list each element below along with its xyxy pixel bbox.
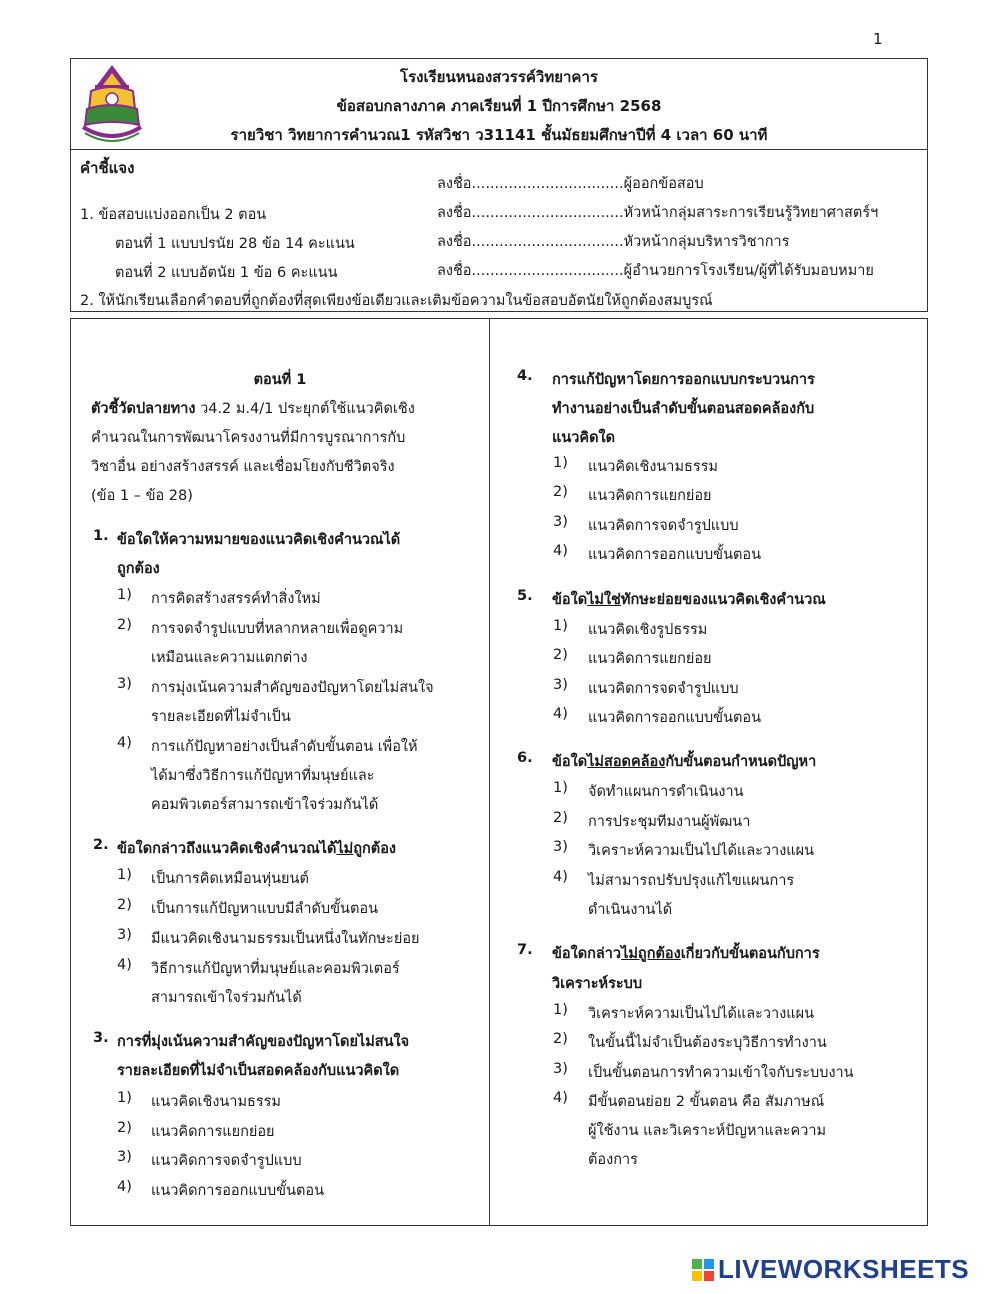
subject-line: รายวิชา วิทยาการคำนวณ1 รหัสวิชา ว31141 ชั้นมัธยมศึกษาปีที่ 4 เวลา 60 นาที [230,126,768,144]
liveworksheets-blocks-icon [692,1259,714,1281]
choice-text[interactable]: วิเคราะห์ความเป็นไปได้และวางแผน [588,843,815,859]
choice-number[interactable]: 2) [553,810,568,826]
choice-text[interactable]: เป็นการคิดเหมือนหุ่นยนต์ [151,871,309,887]
choice-text[interactable]: แนวคิดการจดจำรูปแบบ [588,681,739,697]
choice-number[interactable]: 4) [553,543,568,559]
question-text: ข้อใดกล่าวถึงแนวคิดเชิงคำนวณได้ไม่ถูกต้อง [117,841,397,857]
choice-text[interactable]: เป็นการแก้ปัญหาแบบมีลำดับขั้นตอน [151,901,378,917]
choice-number[interactable]: 4) [553,869,568,885]
instruction-line: 1. ข้อสอบแบ่งออกเป็น 2 ตอน [80,207,267,223]
choice-text[interactable]: เหมือนและความแตกต่าง [151,650,308,666]
choice-text[interactable]: การประชุมทีมงานผู้พัฒนา [588,814,751,830]
question-text: ถูกต้อง [117,561,160,577]
choice-text[interactable]: การมุ่งเน้นความสำคัญของปัญหาโดยไม่สนใจ [151,680,434,696]
liveworksheets-wordmark: LIVEWORKSHEETS [718,1254,970,1284]
choice-number[interactable]: 4) [553,1090,568,1106]
choice-text[interactable]: แนวคิดการแยกย่อย [588,488,712,504]
choice-text[interactable]: ในขั้นนี้ไม่จำเป็นต้องระบุวิธีการทำงาน [588,1035,827,1051]
question-text: ข้อใดกล่าวไม่ถูกต้องเกี่ยวกับขั้นตอนกับการ [552,946,820,962]
instruction-line: ตอนที่ 1 แบบปรนัย 28 ข้อ 14 คะแนน [115,236,355,252]
question-number: 6. [517,750,533,766]
choice-number[interactable]: 4) [117,1179,132,1195]
choice-text[interactable]: แนวคิดเชิงนามธรรม [588,459,718,475]
signature-line: ลงชื่อ.................................หัวหน้ากลุ่มบริหารวิชาการ [437,234,790,250]
choice-text[interactable]: ไม่สามารถปรับปรุงแก้ไขแผนการ [588,873,795,889]
choice-number[interactable]: 2) [117,897,132,913]
choice-number[interactable]: 3) [553,514,568,530]
choice-number[interactable]: 4) [117,957,132,973]
choice-text[interactable]: แนวคิดการออกแบบขั้นตอน [151,1183,325,1199]
choice-number[interactable]: 1) [117,867,132,883]
liveworksheets-logo [692,1254,992,1286]
question-text: ข้อใดไม่ใช่ทักษะย่อยของแนวคิดเชิงคำนวณ [552,592,826,608]
column-divider [489,319,490,1225]
choice-text[interactable]: การจดจำรูปแบบที่หลากหลายเพื่อดูความ [151,621,404,637]
instruction-line: 2. ให้นักเรียนเลือกคำตอบที่ถูกต้องที่สุดเพียงข้อเดียวและเติมข้อความในข้อสอบอัตนัยให้ถูกต้องสมบูรณ์ [80,293,713,309]
signature-line: ลงชื่อ.................................หัวหน้ากลุ่มสาระการเรียนรู้วิทยาศาสตร์ฯ [437,205,879,221]
choice-number[interactable]: 3) [553,839,568,855]
question-text: วิเคราะห์ระบบ [552,976,643,992]
part-title: ตอนที่ 1 [253,372,307,388]
questions-area [70,318,928,1226]
choice-text[interactable]: การแก้ปัญหาอย่างเป็นลำดับขั้นตอน เพื่อให้ [151,739,418,755]
choice-number[interactable]: 4) [117,735,132,751]
choice-text[interactable]: มีขั้นตอนย่อย 2 ขั้นตอน คือ สัมภาษณ์ [588,1094,825,1110]
choice-number[interactable]: 1) [117,1090,132,1106]
choice-text[interactable]: ผู้ใช้งาน และวิเคราะห์ปัญหาและความ [588,1123,827,1139]
choice-text[interactable]: ดำเนินงานได้ [588,902,673,918]
choice-number[interactable]: 1) [553,455,568,471]
choice-text[interactable]: แนวคิดเชิงนามธรรม [151,1094,281,1110]
choice-text[interactable]: สามารถเข้าใจร่วมกันได้ [151,990,302,1006]
choice-number[interactable]: 3) [117,927,132,943]
question-text: ข้อใดไม่สอดคล้องกับขั้นตอนกำหนดปัญหา [552,754,817,770]
question-text: การแก้ปัญหาโดยการออกแบบกระบวนการ [552,372,815,388]
choice-text[interactable]: ได้มาซึ่งวิธีการแก้ปัญหาที่มนุษย์และ [151,768,375,784]
choice-number[interactable]: 2) [117,617,132,633]
signature-line: ลงชื่อ.................................ผู้ออกข้อสอบ [437,176,704,192]
question-number: 1. [93,528,109,544]
choice-number[interactable]: 1) [553,618,568,634]
choice-text[interactable]: แนวคิดการจดจำรูปแบบ [151,1153,302,1169]
question-number: 7. [517,942,533,958]
choice-text[interactable]: แนวคิดการออกแบบขั้นตอน [588,710,762,726]
choice-text[interactable]: จัดทำแผนการดำเนินงาน [588,784,744,800]
question-text: การที่มุ่งเน้นความสำคัญของปัญหาโดยไม่สนใจ [117,1034,410,1050]
choice-text[interactable]: การคิดสร้างสรรค์ทำสิ่งใหม่ [151,591,321,607]
indicator-line: (ข้อ 1 – ข้อ 28) [91,488,193,504]
choice-number[interactable]: 2) [553,484,568,500]
choice-text[interactable]: มีแนวคิดเชิงนามธรรมเป็นหนึ่งในทักษะย่อย [151,931,420,947]
school-name: โรงเรียนหนองสวรรค์วิทยาคาร [400,68,598,86]
choice-text[interactable]: วิธีการแก้ปัญหาที่มนุษย์และคอมพิวเตอร์ [151,961,400,977]
choice-number[interactable]: 1) [553,780,568,796]
choice-text[interactable]: รายละเอียดที่ไม่จำเป็น [151,709,291,725]
header-title-block [71,59,927,150]
choice-number[interactable]: 4) [553,706,568,722]
choice-text[interactable]: แนวคิดการจดจำรูปแบบ [588,518,739,534]
exam-title: ข้อสอบกลางภาค ภาคเรียนที่ 1 ปีการศึกษา 2568 [336,97,662,115]
indicator-line: ตัวชี้วัดปลายทาง ว4.2 ม.4/1 ประยุกต์ใช้แนวคิดเชิง [91,401,415,417]
indicator-line: วิชาอื่น อย่างสร้างสรรค์ และเชื่อมโยงกับชีวิตจริง [91,459,395,475]
choice-text[interactable]: คอมพิวเตอร์สามารถเข้าใจร่วมกันได้ [151,797,379,813]
question-text: รายละเอียดที่ไม่จำเป็นสอดคล้องกับแนวคิดใด [117,1063,400,1079]
signature-line: ลงชื่อ.................................ผู้อำนวยการโรงเรียน/ผู้ที่ได้รับมอบหมาย [437,263,874,279]
indicator-line: คำนวณในการพัฒนาโครงงานที่มีการบูรณาการกับ [91,430,406,446]
question-number: 3. [93,1030,109,1046]
question-number: 5. [517,588,533,604]
choice-number[interactable]: 2) [117,1120,132,1136]
choice-number[interactable]: 3) [117,676,132,692]
choice-number[interactable]: 3) [553,1061,568,1077]
choice-text[interactable]: เป็นขั้นตอนการทำความเข้าใจกับระบบงาน [588,1065,854,1081]
question-text: ทำงานอย่างเป็นลำดับขั้นตอนสอดคล้องกับ [552,401,815,417]
question-number: 4. [517,368,533,384]
choice-number[interactable]: 1) [553,1002,568,1018]
exam-header [70,58,928,312]
question-number: 2. [93,837,109,853]
choice-number[interactable]: 3) [553,677,568,693]
choice-text[interactable]: วิเคราะห์ความเป็นไปได้และวางแผน [588,1006,815,1022]
instruction-line: ตอนที่ 2 แบบอัตนัย 1 ข้อ 6 คะแนน [115,265,338,281]
question-text: แนวคิดใด [552,430,616,446]
choice-number[interactable]: 3) [117,1149,132,1165]
choice-text[interactable]: แนวคิดการแยกย่อย [588,651,712,667]
choice-text[interactable]: แนวคิดเชิงรูปธรรม [588,622,708,638]
choice-text[interactable]: ต้องการ [588,1152,638,1168]
choice-number[interactable]: 1) [117,587,132,603]
choice-text[interactable]: แนวคิดการแยกย่อย [151,1124,275,1140]
choice-number[interactable]: 2) [553,647,568,663]
page-number: 1 [873,30,883,48]
instructions-title: คำชี้แจง [80,159,135,177]
choice-number[interactable]: 2) [553,1031,568,1047]
choice-text[interactable]: แนวคิดการออกแบบขั้นตอน [588,547,762,563]
question-text: ข้อใดให้ความหมายของแนวคิดเชิงคำนวณได้ [117,532,401,548]
